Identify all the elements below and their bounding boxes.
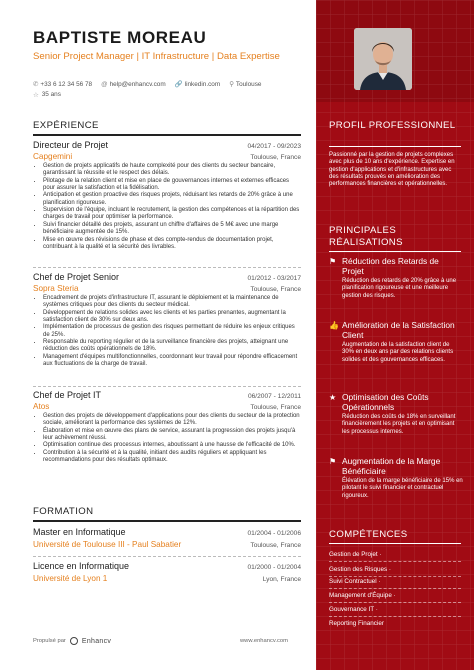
job-bullet: • Suivi financier détaillé des projets, assurant un chiffre d'affaires de 5 M€ avec une marge bénéficiaire augmentée de 15%.: [43, 222, 301, 236]
skill-item: Suivi Contractuel ·: [329, 578, 381, 585]
job-location: Toulouse, France: [250, 404, 301, 411]
skills-divider: [329, 543, 461, 544]
job-bullet: • Gestion des projets de développement d'applications pour des clients du secteur de la protection sociale, améliorant la performance des systèmes de 12%.: [43, 413, 301, 427]
profile-heading: PROFIL PROFESSIONNEL: [329, 120, 456, 131]
linkedin-contact[interactable]: 🔗 linkedin.com: [174, 80, 221, 88]
star-icon: ★: [329, 393, 337, 402]
achievement-title: Amélioration de la Satisfaction Client: [342, 320, 455, 340]
job-bullet: • Contribution à la sécurité et à la qualité, initiant des audits réguliers et appliquant les recommandations pour des résultats optimaux.: [43, 450, 301, 464]
job-dates: 06/2007 - 12/2011: [247, 393, 301, 400]
skill-item: Management d'Équipe ·: [329, 592, 396, 599]
experience-heading: EXPÉRIENCE: [33, 120, 99, 131]
footer-website[interactable]: www.enhancv.com: [240, 638, 288, 644]
experience-divider: [33, 134, 301, 136]
email-contact[interactable]: @ help@enhancv.com: [101, 80, 166, 88]
job-bullet: • Optimisation continue des processus internes, aboutissant à une hausse de l'efficacité de 10%.: [43, 442, 301, 449]
footer-branding: [33, 637, 111, 645]
job-entry: [33, 272, 301, 369]
brand-name: Enhancv: [81, 637, 112, 645]
link-icon: 🔗: [174, 81, 183, 88]
phone-icon: ✆: [33, 81, 39, 88]
achievements-divider: [329, 251, 461, 252]
job-bullets: [33, 413, 301, 464]
job-bullet: • Mise en œuvre des révisions de phase et des compte-rendus de documentation projet, contribuant à la qualité et la sécurité des livrables.: [43, 237, 301, 251]
degree-dates: 01/2000 - 01/2004: [247, 564, 301, 571]
skill-separator: [329, 576, 461, 577]
education-entry: [33, 527, 301, 549]
job-company: Sopra Steria: [33, 284, 79, 293]
achievement-item: [329, 393, 463, 436]
skill-separator: [329, 602, 461, 603]
job-entry: [33, 140, 301, 251]
skill-separator: [329, 616, 461, 617]
job-bullet: • Encadrement de projets d'infrastructure IT, assurant le déploiement et la maintenance de systèmes critiques pour des clients du secteur médical.: [43, 295, 301, 309]
location-contact: ⚲ Toulouse: [229, 80, 262, 88]
job-company: Atos: [33, 402, 50, 411]
job-dates: 04/2017 - 09/2023: [247, 143, 301, 150]
job-bullet: • Supervision de l'équipe, incluant le recrutement, la gestion des compétences et la répartition des charges de travail pour optimiser la performance.: [43, 207, 301, 221]
job-title: Directeur de Projet: [33, 140, 109, 150]
education-separator: [33, 556, 301, 557]
skill-separator: [329, 588, 461, 589]
thumbs-up-icon: 👍: [329, 321, 339, 330]
job-bullet: • Gestion de projets applicatifs de haute complexité pour des clients du secteur bancaire, garantissant la réussite et le respect des délais.: [43, 163, 301, 177]
education-heading: FORMATION: [33, 506, 94, 517]
flag-icon: ⚑: [329, 257, 337, 266]
powered-by-label: Propulsé par: [33, 638, 66, 644]
job-title: Chef de Projet Senior: [33, 272, 120, 282]
star-icon: ☆: [33, 92, 39, 99]
education-entry: [33, 561, 301, 583]
job-bullets: [33, 295, 301, 368]
at-icon: @: [101, 80, 108, 88]
phone-contact[interactable]: ✆ +33 6 12 34 56 78: [33, 80, 93, 88]
candidate-name: BAPTISTE MOREAU: [33, 28, 207, 47]
job-bullet: • Élaboration et mise en œuvre des plans de service, assurant la progression des projets jusqu'à leur achèvement réussi.: [43, 428, 301, 442]
profile-divider: [329, 146, 461, 147]
school-name: Université de Lyon 1: [33, 574, 108, 583]
job-separator: [33, 386, 301, 387]
school-location: Toulouse, France: [250, 542, 301, 549]
skill-item: Gouvernance IT ·: [329, 606, 378, 613]
skill-item: Reporting Financier: [329, 620, 384, 627]
profile-summary: Passionné par la gestion de projets complexes avec plus de 10 ans d'expérience. Expertise en gestion d'applications et d'infrastructures avec des résultats prouvés en amélioration des performances financières et opérationnelles.: [329, 152, 455, 188]
age-row: ☆ 35 ans: [33, 91, 61, 99]
job-separator: [33, 267, 301, 268]
flag-icon: ⚑: [329, 457, 337, 466]
contact-row: [33, 80, 261, 88]
achievement-desc: Réduction des retards de 20% grâce à une planification rigoureuse et une meilleure gestion des risques.: [342, 278, 457, 299]
school-location: Lyon, France: [262, 576, 301, 583]
candidate-title: Senior Project Manager | IT Infrastructure | Data Expertise: [33, 51, 280, 62]
job-dates: 01/2012 - 03/2017: [247, 275, 301, 282]
profile-photo: [354, 28, 412, 90]
achievement-desc: Réduction des coûts de 18% en surveillant financièrement les projets et en optimisant les processus internes.: [342, 414, 456, 435]
skill-separator: [329, 561, 461, 562]
achievement-item: [329, 457, 463, 500]
job-company: Capgemini: [33, 152, 73, 161]
job-bullets: [33, 163, 301, 251]
achievement-desc: Élévation de la marge bénéficiaire de 15% en pilotant le suivi financier et contractuel rigoureux.: [342, 478, 463, 499]
enhancv-logo-icon: [70, 637, 78, 645]
skill-item: Gestion des Risques ·: [329, 566, 391, 573]
job-bullet: • Anticipation et gestion proactive des risques projets, réduisant les retards de 20% grâce à une planification rigoureuse.: [43, 192, 301, 206]
degree-title: Master en Informatique: [33, 527, 126, 537]
job-bullet: • Développement de relations solides avec les clients et les parties prenantes, augmentant la satisfaction client de 30% sur deux ans.: [43, 310, 301, 324]
achievement-desc: Augmentation de la satisfaction client de 30% en deux ans par des relations clients solides et des gouvernances efficaces.: [342, 342, 454, 363]
skills-heading: COMPÉTENCES: [329, 529, 408, 540]
degree-dates: 01/2004 - 01/2006: [247, 530, 301, 537]
job-location: Toulouse, France: [250, 154, 301, 161]
job-bullet: • Implémentation de processus de gestion des risques permettant de réduire les enjeux critiques de 25%.: [43, 324, 301, 338]
job-title: Chef de Projet IT: [33, 390, 102, 400]
job-bullet: • Pilotage de la relation client et mise en place de gouvernances internes et externes efficaces pour assurer la satisfaction et la fidélisation.: [43, 178, 301, 192]
skill-item: Gestion de Projet ·: [329, 551, 382, 558]
location-pin-icon: ⚲: [229, 81, 234, 88]
achievement-title: Augmentation de la Marge Bénéficiaire: [342, 456, 441, 476]
job-entry: [33, 390, 301, 465]
job-bullet: • Responsable du reporting régulier et de la surveillance financière des projets, atteignant une réduction des coûts opérationnels de 18%.: [43, 339, 301, 353]
job-bullet: • Management d'équipes multifonctionnelles, coordonnant leur travail pour répondre efficacement aux fluctuations de la charge de travail.: [43, 354, 301, 368]
achievement-item: [329, 321, 463, 364]
school-name: Université de Toulouse III - Paul Sabatier: [33, 540, 182, 549]
achievement-title: Optimisation des Coûts Opérationnels: [342, 392, 429, 412]
degree-title: Licence en Informatique: [33, 561, 130, 571]
achievements-heading: PRINCIPALES RÉALISATIONS: [329, 225, 403, 248]
achievement-item: [329, 257, 463, 300]
job-location: Toulouse, France: [250, 286, 301, 293]
education-divider: [33, 520, 301, 522]
achievement-title: Réduction des Retards de Projet: [342, 256, 439, 276]
